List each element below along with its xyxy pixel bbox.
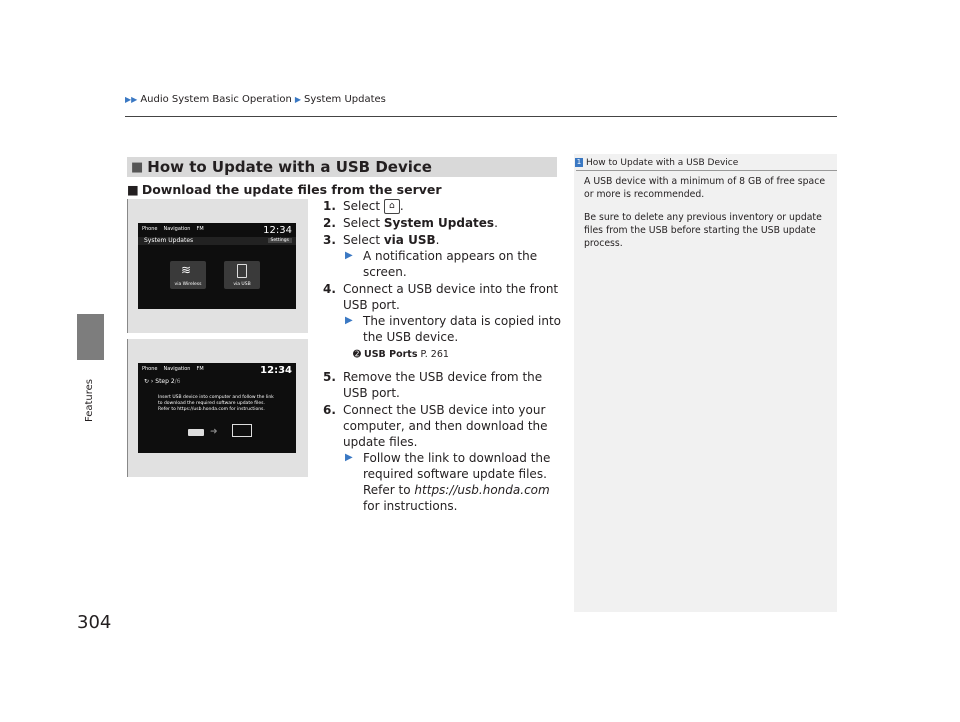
- step-4-result: ▶ The inventory data is copied into the USB device.: [345, 314, 561, 344]
- step-3: 3. Select via USB. ▶ A notification appears on the screen.: [323, 232, 563, 280]
- screen-nav: [142, 226, 204, 232]
- nav-fm: FM: [196, 366, 204, 372]
- square-bullet-icon: ■: [131, 159, 144, 175]
- procedure-steps: [323, 198, 563, 515]
- arrow-icon: ▶: [345, 315, 353, 326]
- subsection-title: Download the update files from the server: [141, 182, 442, 197]
- page-number: 304: [77, 612, 112, 633]
- header-rule: [125, 116, 837, 117]
- via-usb-tile: via USB: [224, 261, 260, 289]
- section-title: How to Update with a USB Device: [147, 158, 432, 176]
- settings-button: Settings: [268, 238, 292, 243]
- arrow-icon: ▶: [345, 250, 353, 261]
- step-1: 1. Select ⌂ .: [323, 199, 404, 213]
- breadcrumb: [125, 94, 386, 105]
- note-body: [584, 175, 832, 260]
- display-screen: [138, 363, 296, 453]
- step-6: 6. Connect the USB device into your computer, and then download the update files. ▶ Follow the link to download the required software update files. Refer to https://usb.honda.com for instructions.: [323, 402, 563, 514]
- step-2: 2. Select System Updates.: [323, 216, 498, 230]
- step-3-result: ▶ A notification appears on the screen.: [345, 249, 538, 279]
- note-icon: 1: [576, 158, 582, 166]
- usb-stick-icon: [188, 429, 204, 436]
- cross-reference[interactable]: ➋ USB Ports P. 261: [353, 349, 449, 360]
- display-screen: [138, 223, 296, 309]
- subsection-heading: [127, 182, 442, 197]
- note-rule: [576, 170, 837, 171]
- screenshot-system-updates: [127, 199, 308, 333]
- screen-title: System Updates: [144, 237, 194, 244]
- nav-navigation: Navigation: [163, 366, 191, 372]
- clock: 12:34: [260, 365, 292, 376]
- arrow-icon: ▶▶: [125, 95, 138, 104]
- note-paragraph: Be sure to delete any previous inventory or update files from the USB before starting the USB update process.: [584, 212, 822, 249]
- reference-icon: ➋: [353, 349, 361, 360]
- chapter-label: Features: [84, 379, 95, 422]
- nav-fm: FM: [196, 226, 204, 232]
- note-heading: [575, 158, 837, 168]
- arrow-right-icon: ➜: [210, 427, 218, 437]
- step-4: 4. Connect a USB device into the front USB port. ▶ The inventory data is copied into the USB device. ➋ USB Ports P. 261: [323, 281, 563, 363]
- clock: 12:34: [263, 225, 292, 236]
- arrow-icon: ▶: [345, 452, 353, 463]
- screen-nav: [142, 366, 204, 372]
- home-icon: ⌂: [384, 199, 400, 214]
- screen-instruction: Insert USB device into computer and follow the link to download the required software update files. Refer to https://usb.honda.com for instructions.: [158, 395, 274, 412]
- nav-navigation: Navigation: [163, 226, 191, 232]
- usb-drive-icon: [237, 264, 247, 278]
- section-heading: [127, 157, 557, 177]
- step-indicator: ↻ › Step 2/6: [144, 378, 181, 385]
- nav-phone: Phone: [142, 226, 158, 232]
- screenshot-step-2: [127, 339, 308, 477]
- note-title: How to Update with a USB Device: [586, 158, 739, 168]
- via-wireless-tile: ≋ via Wireless: [170, 261, 206, 289]
- refresh-icon: ↻ ›: [144, 378, 154, 385]
- note-paragraph: A USB device with a minimum of 8 GB of free space or more is recommended.: [584, 176, 826, 200]
- nav-phone: Phone: [142, 366, 158, 372]
- computer-monitor-icon: [232, 424, 252, 437]
- arrow-icon: ▶: [294, 95, 301, 104]
- step-6-result: ▶ Follow the link to download the required software update files. Refer to https://usb.honda.com for instructions.: [345, 451, 551, 513]
- step-5: 5. Remove the USB device from the USB port.: [323, 370, 543, 400]
- wifi-icon: ≋: [181, 263, 192, 277]
- chapter-tab: [77, 314, 104, 360]
- breadcrumb-item[interactable]: Audio System Basic Operation: [140, 94, 292, 105]
- breadcrumb-item[interactable]: System Updates: [303, 94, 386, 105]
- usb-link[interactable]: https://usb.honda.com: [414, 483, 550, 497]
- square-bullet-icon: ■: [127, 182, 139, 197]
